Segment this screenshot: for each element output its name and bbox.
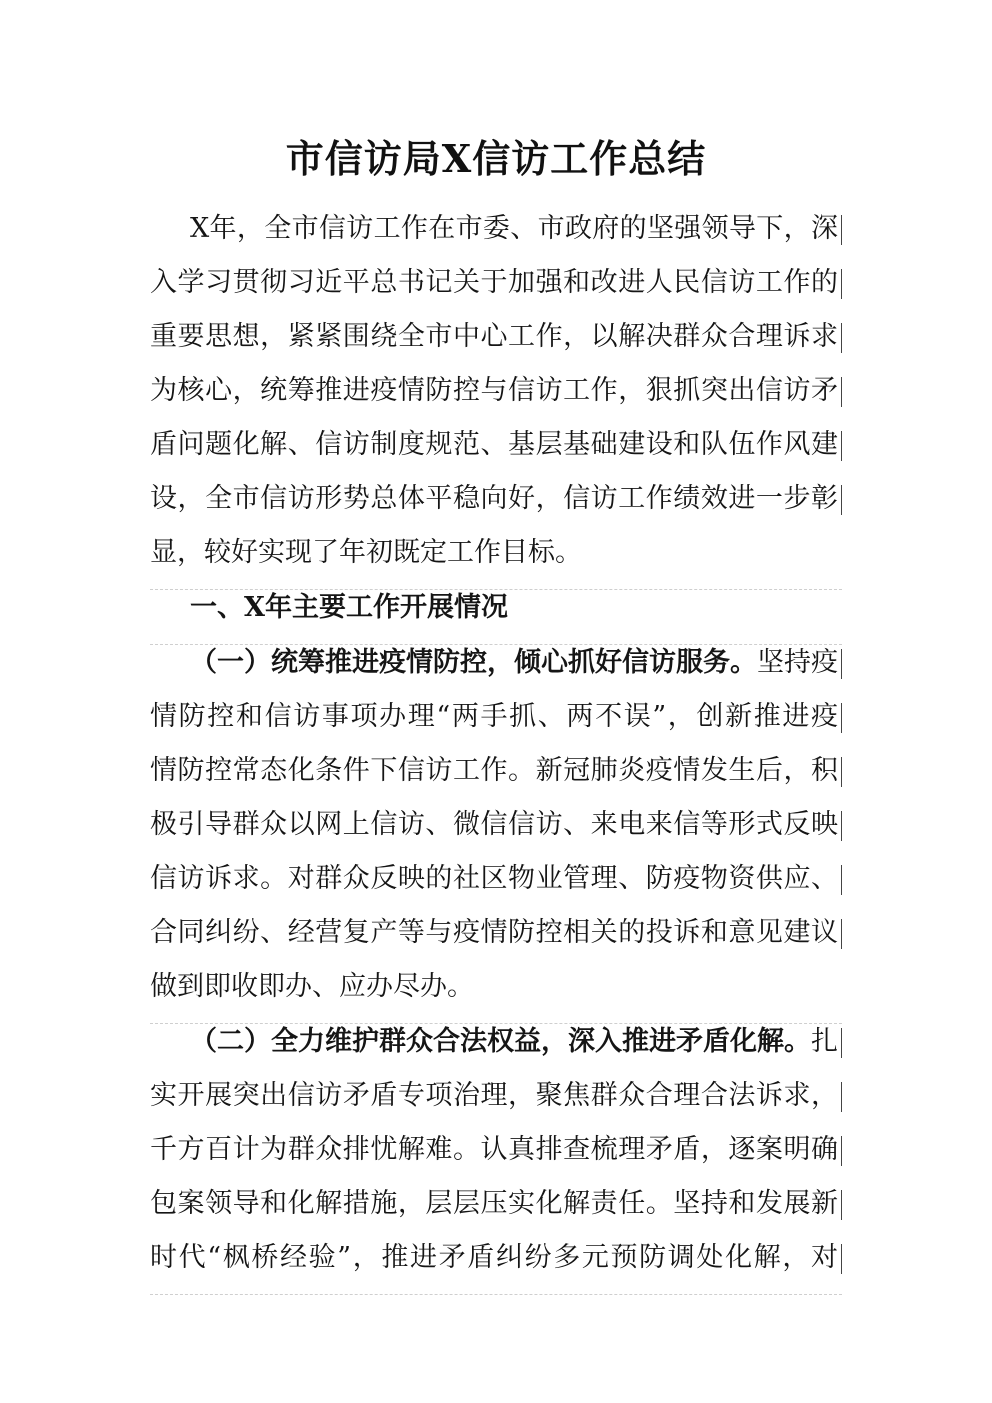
paragraph-line: 包案领导和化解措施，层层压实化解责任。坚持和发展新	[150, 1186, 842, 1240]
margin-bar	[841, 703, 842, 733]
paragraph-line: （一）统筹推进疫情防控，倾心抓好信访服务。坚持疫	[150, 645, 842, 699]
margin-bar	[841, 1082, 842, 1112]
margin-bar	[841, 377, 842, 407]
paragraph-line: 千方百计为群众排忧解难。认真排查梳理矛盾，逐案明确	[150, 1132, 842, 1186]
subsection-heading: （二）全力维护群众合法权益，深入推进矛盾化解。	[190, 1026, 811, 1057]
document-body	[150, 211, 842, 1295]
margin-bar	[841, 1190, 842, 1220]
margin-bar	[841, 323, 842, 353]
paragraph-line: 极引导群众以网上信访、微信信访、来电来信等形式反映	[150, 807, 842, 861]
subsection-heading: （一）统筹推进疫情防控，倾心抓好信访服务。	[190, 647, 757, 678]
paragraph-line: 设，全市信访形势总体平稳向好，信访工作绩效进一步彰	[150, 481, 842, 535]
section-heading: 一、X年主要工作开展情况	[150, 590, 842, 645]
paragraph-line: 显，较好实现了年初既定工作目标。	[150, 535, 842, 590]
paragraph-line: 入学习贯彻习近平总书记关于加强和改进人民信访工作的	[150, 265, 842, 319]
margin-bar	[841, 269, 842, 299]
paragraph-line: 实开展突出信访矛盾专项治理，聚焦群众合理合法诉求，	[150, 1078, 842, 1132]
paragraph-line: 情防控和信访事项办理“两手抓、两不误”，创新推进疫	[150, 699, 842, 753]
margin-bar	[841, 811, 842, 841]
paragraph-line: 合同纠纷、经营复产等与疫情防控相关的投诉和意见建议	[150, 915, 842, 969]
margin-bar	[841, 1244, 842, 1274]
margin-bar	[841, 1028, 842, 1058]
margin-bar	[841, 1136, 842, 1166]
paragraph-line: 为核心，统筹推进疫情防控与信访工作，狠抓突出信访矛	[150, 373, 842, 427]
paragraph-line: （二）全力维护群众合法权益，深入推进矛盾化解。扎	[150, 1024, 842, 1078]
paragraph-line: 信访诉求。对群众反映的社区物业管理、防疫物资供应、	[150, 861, 842, 915]
paragraph-line: 盾问题化解、信访制度规范、基层基础建设和队伍作风建	[150, 427, 842, 481]
paragraph-line: 情防控常态化条件下信访工作。新冠肺炎疫情发生后，积	[150, 753, 842, 807]
paragraph-line: 时代“枫桥经验”，推进矛盾纠纷多元预防调处化解，对	[150, 1240, 842, 1295]
paragraph-line: 做到即收即办、应办尽办。	[150, 969, 842, 1024]
margin-bar	[841, 215, 842, 245]
document-title: 市信访局X信访工作总结	[285, 136, 707, 181]
margin-bar	[841, 431, 842, 461]
margin-bar	[841, 865, 842, 895]
paragraph-line: X年，全市信访工作在市委、市政府的坚强领导下，深	[150, 211, 842, 265]
paragraph-line: 重要思想，紧紧围绕全市中心工作，以解决群众合理诉求	[150, 319, 842, 373]
margin-bar	[841, 485, 842, 515]
margin-bar	[841, 919, 842, 949]
margin-bar	[841, 649, 842, 679]
margin-bar	[841, 757, 842, 787]
